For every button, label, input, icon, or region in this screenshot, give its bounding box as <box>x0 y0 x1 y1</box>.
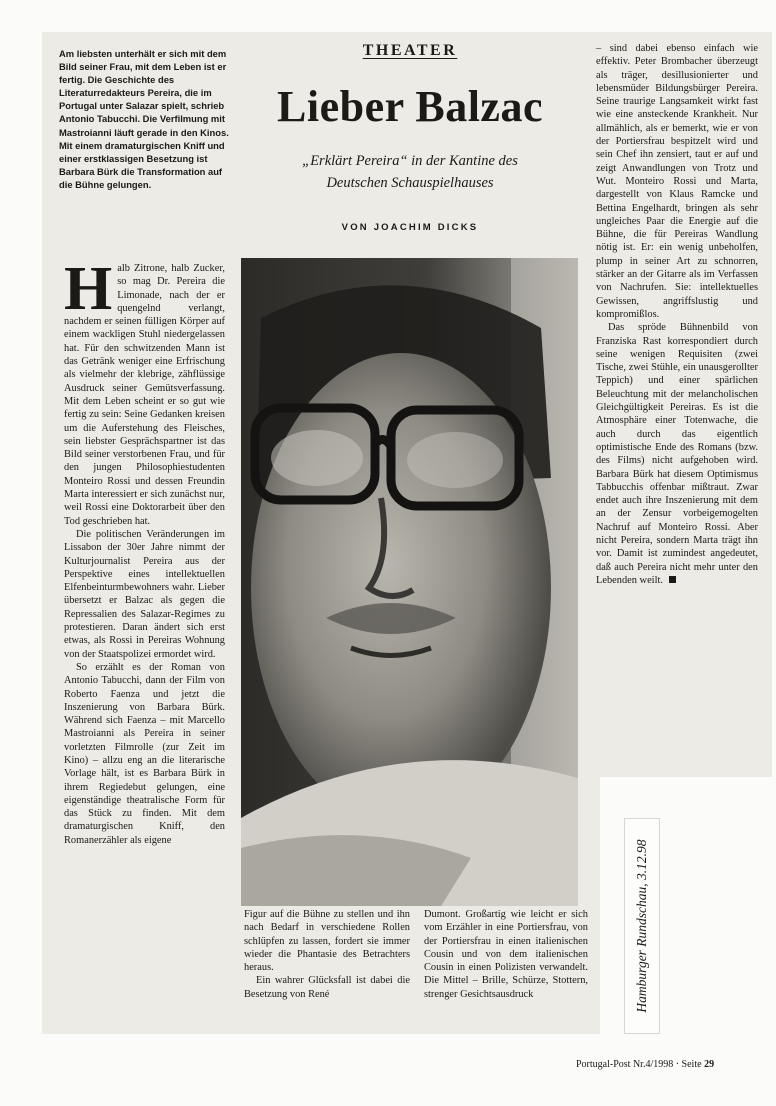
paragraph-6: Dumont. Großartig wie leicht er sich vom Erzähler in eine Portiersfrau, von der Portiersfrau in einen italienischen Cousin und von dem italienischen Cousin in einen Polizisten verwandelt. Die Mittel – Brille, Schürze, Stottern, strenger Gesichtsausdruck <box>424 909 588 1000</box>
portrait-photo <box>241 258 578 906</box>
footer-publication: Portugal-Post Nr.4/1998 · Seite <box>576 1059 702 1070</box>
end-mark <box>669 576 676 583</box>
article-column-left <box>64 255 225 847</box>
paragraph-2: Die politischen Veränderungen im Lissabon der 30er Jahre nimmt der Kulturjournalist Pereira aus der Perspektive eines intellektuellen Elfenbeinturmbewohners wahr. Lieber übersetzt er Balzac als gegen die Repressalien des Salazar-Regimes zu protestieren. Daran ändert sich erst etwas, als Rossi in Pereiras Wohnung von der Staatspolizei ermordet wird. <box>64 528 225 660</box>
source-note <box>624 818 660 1034</box>
headline: Lieber Balzac <box>277 82 543 131</box>
article-column-right <box>596 42 758 587</box>
drop-cap: H <box>64 255 113 323</box>
page-number: 29 <box>704 1059 715 1070</box>
article-column-mid-b <box>424 908 588 1001</box>
byline: VON JOACHIM DICKS <box>341 222 479 233</box>
subheadline-line-1: „Erklärt Pereira“ in der Kantine des <box>302 153 518 169</box>
paragraph-5: Ein wahrer Glücksfall ist dabei die Besetzung von René <box>244 975 410 1000</box>
paragraph-8: Das spröde Bühnenbild von Franziska Rast korrespondiert durch seine wenigen Requisiten (zwei Tische, zwei Stühle, ein unausgerollter Teppich) und einer spärlichen Beleuchtung mit der melancholischen Gleichgültigkeit Pereiras. Es ist die Atmosphäre einer Totenwache, die auch durch das eigentlich optimistische Ende des Romans (bzw. des Films) nicht aufgehoben wird. Barbara Bürk hat diesem Optimismus Tabbucchis offenbar mißtraut. Zwar endet auch ihre Inszenierung mit dem an der Zensur vorbeigemogelten Nachruf auf Monteiro Rossi. Aber nicht Pereira, sondern Marta trägt ihn vor. Damit ist zumindest angedeutet, daß auch Pereira nicht mehr unter den Lebenden weilt. <box>596 322 758 586</box>
subheadline-line-2: Deutschen Schauspielhauses <box>326 175 494 191</box>
article-column-mid-a <box>244 908 410 1001</box>
section-kicker: THEATER <box>362 42 458 59</box>
paragraph-1: Halb Zitrone, halb Zucker, so mag Dr. Pereira die Limonade, nach der er quengelnd verlangt, nachdem er seinen fülligen Körper auf einem wackligen Stuhl niedergelassen hat. Für den schwitzenden Mann ist das Getränk weniger eine Erfrischung als vielmehr der klebrige, zähflüssige Ausdruck seiner Gemütsverfassung. Mit dem Leben scheint er so gut wie fertig zu sein: Seine Gedanken kreisen um die Auferstehung des Fleisches, sein liebster Gesprächspartner ist das Bild seiner verstorbenen Frau, und für den jungen Philosophiestudenten Monteiro Rossi und dessen Freundin Marta interessiert er sich zunächst nur, weil Rossi eine Doktorarbeit über den Tod geschrieben hat. <box>64 255 225 527</box>
subheadline <box>260 150 560 194</box>
portrait-photo-graphic <box>241 258 578 906</box>
page-footer <box>576 1059 714 1070</box>
source-note-text: Hamburger Rundschau, 3.12.98 <box>634 839 649 1013</box>
paragraph-3: So erzählt es der Roman von Antonio Tabucchi, dann der Film von Roberto Faenza und jetzt die Inszenierung von Barbara Bürk. Während sich Faenza – mit Marcello Mastroianni als Pereira in seiner vorletzten Filmrolle (zur Zeit im Kino) – allzu eng an die literarische Vorlage hält, ist es Barbara Bürk in ihrem Regiedebut gelungen, eine eigenständige theatralische Form für das Stück zu finden. Mit dem dramaturgischen Kniff, den Romanerzähler als eigene <box>64 661 225 846</box>
lead-paragraph: Am liebsten unterhält er sich mit dem Bild seiner Frau, mit dem Leben ist er fertig. Die Geschichte des Literaturredakteurs Pereira, die im Portugal unter Salazar spielt, schrieb Antonio Tabucchi. Die Verfilmung mit Mastroianni läuft gerade in den Kinos. Mit einem dramaturgischen Kniff und einer erstklassigen Besetzung ist Barbara Bürk die Transformation auf die Bühne gelungen. <box>59 48 229 190</box>
paragraph-4: Figur auf die Bühne zu stellen und ihn nach Bedarf in verschiedene Rollen schlüpfen zu lassen, fordert sie immer wieder die Phantasie des Betrachters heraus. <box>244 909 410 974</box>
paragraph-7: – sind dabei ebenso einfach wie effektiv. Peter Brombacher überzeugt als träger, desillusionierter und lebensmüder Bildungsbürger Pereira. Seine traurige Langsamkeit wirkt fast wie eine ansteckende Krankheit. Nur allmählich, als er bemerkt, wie er von der Portiersfrau bespitzelt wird und sein Chef ihn zensiert, taut er auf und zeigt Anwandlungen von Trotz und Wut. Monteiro Rossi und Marta, dargestellt von Klaus Ramcke und Bettina Engelhardt, bringen als sehr ungleiches Paar die Energie auf die Bühne, die für Pereiras Wandlung nötig ist. Er: ein wenig unbeholfen, plump in seiner Art zu schnorren, stärker an der Gitarre als im Verfassen von Nachrufen. Sie: intellektuelles Gewissen, angriffslustig und kompromißlos. <box>596 43 758 320</box>
